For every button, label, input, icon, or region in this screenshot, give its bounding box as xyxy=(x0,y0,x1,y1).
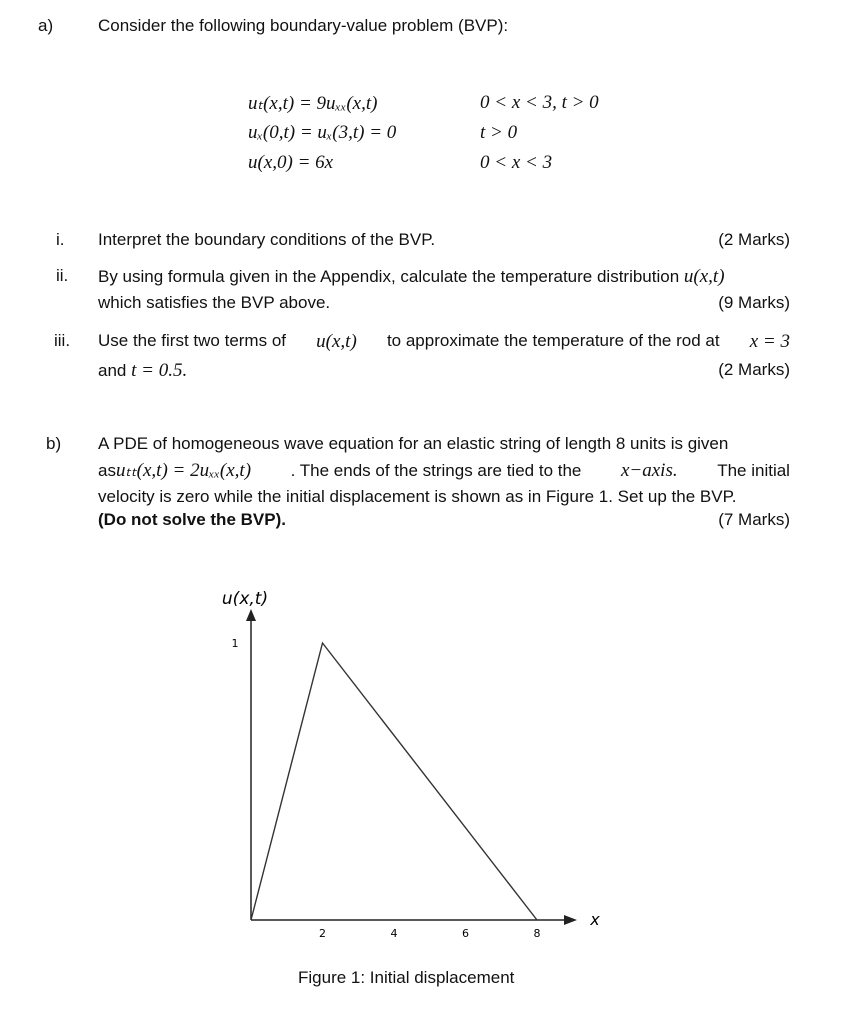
x-tick-label-8: 8 xyxy=(533,927,541,940)
part-b-as: as xyxy=(98,461,116,480)
y-tick-label-1: 1 xyxy=(231,637,239,650)
figure-caption: Figure 1: Initial displacement xyxy=(298,968,515,987)
part-b-line3: velocity is zero while the initial displacement is shown as in Figure 1. Set up the BVP. xyxy=(98,487,737,506)
x-axis-label: x xyxy=(590,910,600,929)
y-axis-label: u(x,t) xyxy=(221,589,269,609)
question-iii-math-t: t = 0.5. xyxy=(131,360,188,381)
part-a-label: a) xyxy=(38,16,54,35)
boundary-condition: uₓ(0,t) = uₓ(3,t) = 0 xyxy=(248,122,397,143)
part-b-marks: (7 Marks) xyxy=(718,510,790,529)
question-ii-line2: which satisfies the BVP above. xyxy=(98,293,331,312)
initial-condition: u(x,0) = 6x xyxy=(248,152,334,173)
wave-equation: uₜₜ(x,t) = 2uₓₓ(x,t) xyxy=(115,460,252,481)
question-iii-text-a: Use the first two terms of xyxy=(98,331,286,350)
part-b-text-c: The initial xyxy=(717,461,790,480)
question-ii-number: ii. xyxy=(56,266,69,285)
x-tick-label-2: 2 xyxy=(319,927,326,940)
x-tick-label-4: 4 xyxy=(390,927,398,940)
part-b-label: b) xyxy=(46,434,62,453)
x-tick-label-6: 6 xyxy=(462,927,469,940)
x-axis-arrow xyxy=(564,915,577,925)
question-iii-and: and xyxy=(98,361,127,380)
question-i-marks: (2 Marks) xyxy=(718,230,790,249)
question-iii-math-x: x = 3 xyxy=(749,331,790,352)
boundary-domain: t > 0 xyxy=(480,122,518,143)
question-i-text: Interpret the boundary conditions of the BVP. xyxy=(98,230,436,249)
part-b-note: (Do not solve the BVP). xyxy=(98,510,286,529)
y-axis-arrow xyxy=(246,609,256,621)
tick-labels xyxy=(232,637,541,940)
pde-domain: 0 < x < 3, t > 0 xyxy=(480,92,599,113)
question-iii-text-b: to approximate the temperature of the rod at xyxy=(386,331,720,350)
part-b-text-b: . The ends of the strings are tied to the xyxy=(290,461,582,480)
part-b-line1: A PDE of homogeneous wave equation for an elastic string of length 8 units is given xyxy=(98,434,729,453)
pde-equation: uₜ(x,t) = 9uₓₓ(x,t) xyxy=(248,93,378,114)
initial-domain: 0 < x < 3 xyxy=(480,152,553,173)
question-ii-math: u(x,t) xyxy=(683,266,725,287)
question-iii-marks: (2 Marks) xyxy=(718,360,790,379)
x-axis-math: x−axis. xyxy=(620,460,678,481)
question-iii-math-u: u(x,t) xyxy=(316,331,357,352)
displacement-line xyxy=(251,643,537,920)
question-ii-marks: (9 Marks) xyxy=(718,293,790,312)
question-i-number: i. xyxy=(56,230,65,249)
part-a-intro: Consider the following boundary-value problem (BVP): xyxy=(98,16,509,35)
question-iii-number: iii. xyxy=(54,331,71,350)
question-ii-text: By using formula given in the Appendix, calculate the temperature distribution xyxy=(98,267,680,286)
